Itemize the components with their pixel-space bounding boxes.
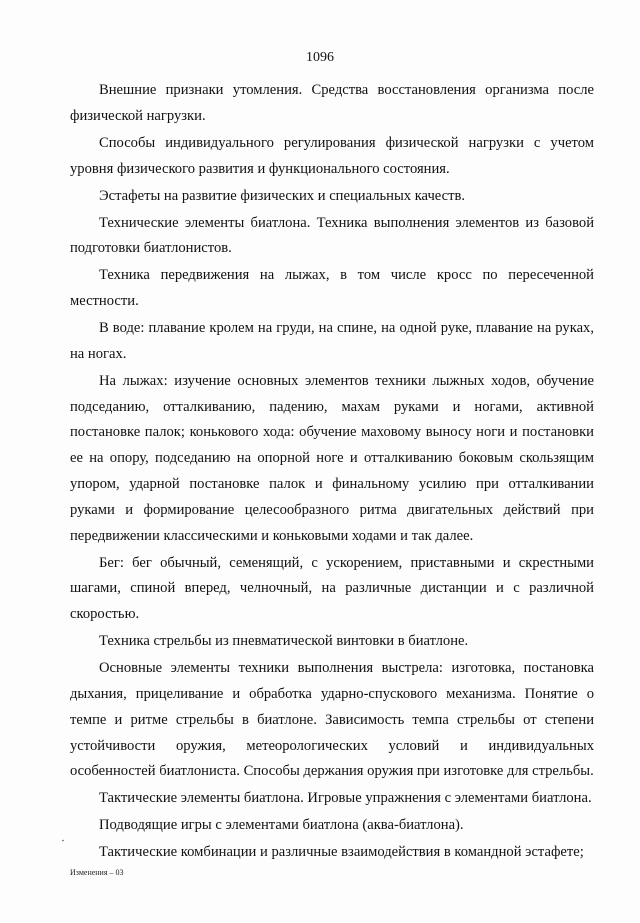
paragraph: Тактические элементы биатлона. Игровые упражнения с элементами биатлона. [99, 790, 592, 807]
paragraph: Техника стрельбы из пневматической винтовки в биатлоне. [99, 633, 469, 650]
paragraph: Эстафеты на развитие физических и специальных качеств. [99, 187, 466, 204]
scan-speck [62, 840, 64, 842]
paragraph: На лыжах: изучение основных элементов техники лыжных ходов, обучение подседанию, отталкиванию, падению, махам руками и ногами, активной постановке палок; конькового хода: обучение маховому выносу ноги и постановки ее на опору, подседанию на опорной ноге и отталкиванию боковым скользящим упором, ударной постановке палок и финальному усилию при отталкивании руками и формирование целесообразного ритма двигательных действий при передвижении классическими и коньковыми ходами и так далее. [70, 372, 594, 544]
paragraph: Бег: бег обычный, семенящий, с ускорением, приставными и скрестными шагами, спиной вперед, челночный, на различные дистанции и с различной скоростью. [70, 554, 594, 623]
paragraph: Подводящие игры с элементами биатлона (аква-биатлона). [99, 817, 464, 834]
page-number: 1096 [306, 50, 334, 65]
revision-footer: Изменения – 03 [70, 868, 124, 877]
paragraph: Технические элементы биатлона. Техника выполнения элементов из базовой подготовки биатлонистов. [70, 214, 594, 257]
paragraph: Основные элементы техники выполнения выстрела: изготовка, постановка дыхания, прицеливание и обработка ударно-спускового механизма. Понятие о темпе и ритме стрельбы в биатлоне. Зависимость темпа стрельбы от степени устойчивости оружия, метеорологических условий и индивидуальных особенностей биатлониста. Способы держания оружия при изготовке для стрельбы. [70, 660, 594, 780]
paragraph: Внешние признаки утомления. Средства восстановления организма после физической нагрузки. [70, 82, 594, 124]
paragraph: Техника передвижения на лыжах, в том числе кросс по пересеченной местности. [70, 267, 594, 310]
paragraph: Тактические комбинации и различные взаимодействия в командной эстафете; [99, 844, 584, 861]
paragraph: Способы индивидуального регулирования физической нагрузки с учетом уровня физического развития и функционального состояния. [70, 134, 594, 177]
body-text [70, 78, 594, 867]
paragraph: В воде: плавание кролем на груди, на спине, на одной руке, плавание на руках, на ногах. [70, 320, 594, 362]
